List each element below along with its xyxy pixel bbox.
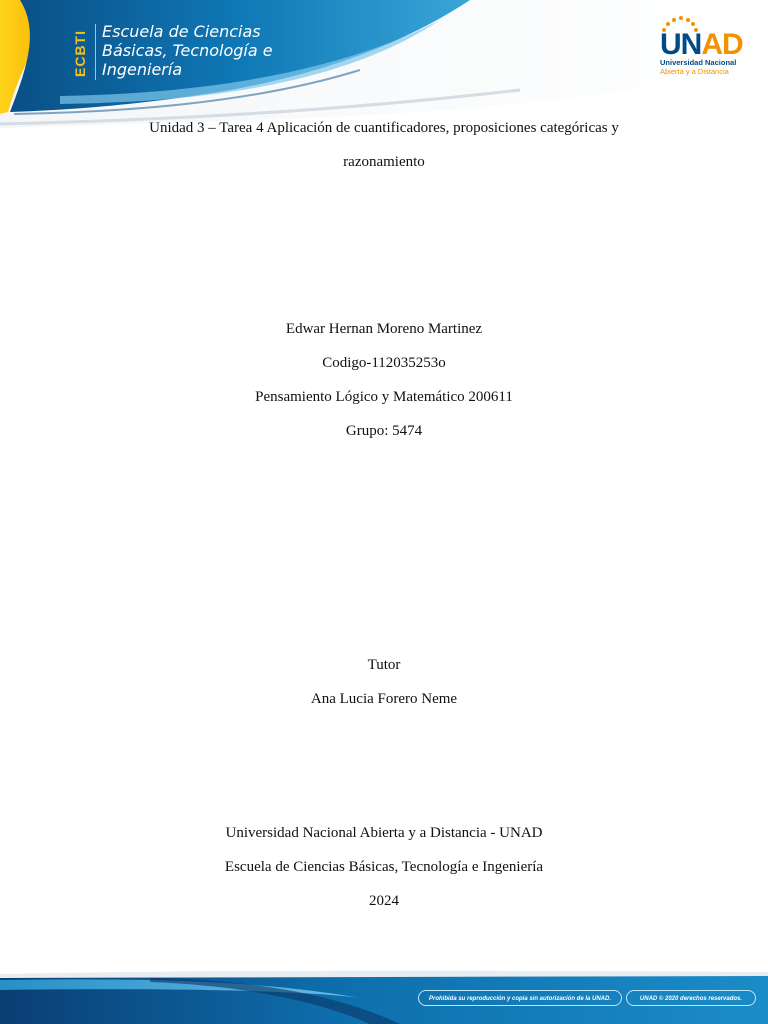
copyright-notice-right: UNAD © 2020 derechos reservados. [626, 990, 756, 1006]
document-title-line2: razonamiento [343, 154, 425, 170]
document-title-line1: Unidad 3 – Tarea 4 Aplicación de cuantificadores, proposiciones categóricas y [149, 120, 619, 136]
year: 2024 [369, 893, 399, 909]
unad-wordmark: UNAD [660, 28, 743, 61]
unad-subtitle: Universidad Nacional Abierta y a Distancia [660, 58, 737, 76]
school-title-line: Básicas, Tecnología e [102, 41, 273, 60]
student-code: Codigo-112035253o [322, 355, 446, 371]
school-title-line: Escuela de Ciencias [102, 22, 261, 41]
school-name: Escuela de Ciencias Básicas, Tecnología e Ingeniería [224, 859, 544, 875]
tutor-label: Tutor [367, 657, 401, 673]
student-name: Edwar Hernan Moreno Martinez [285, 321, 483, 337]
ecbti-brand: ECBTI [72, 30, 88, 78]
university-name: Universidad Nacional Abierta y a Distancia - UNAD [225, 825, 543, 841]
school-title-line: Ingeniería [102, 60, 183, 79]
group-number: Grupo: 5474 [345, 423, 423, 439]
course-name: Pensamiento Lógico y Matemático 200611 [255, 389, 513, 405]
copyright-notice-left: Prohibida su reproducción y copia sin autorización de la UNAD. [418, 990, 622, 1006]
school-title [102, 22, 322, 79]
unad-logo [656, 16, 746, 78]
brand-divider [95, 24, 96, 80]
tutor-name: Ana Lucia Forero Neme [310, 691, 458, 707]
